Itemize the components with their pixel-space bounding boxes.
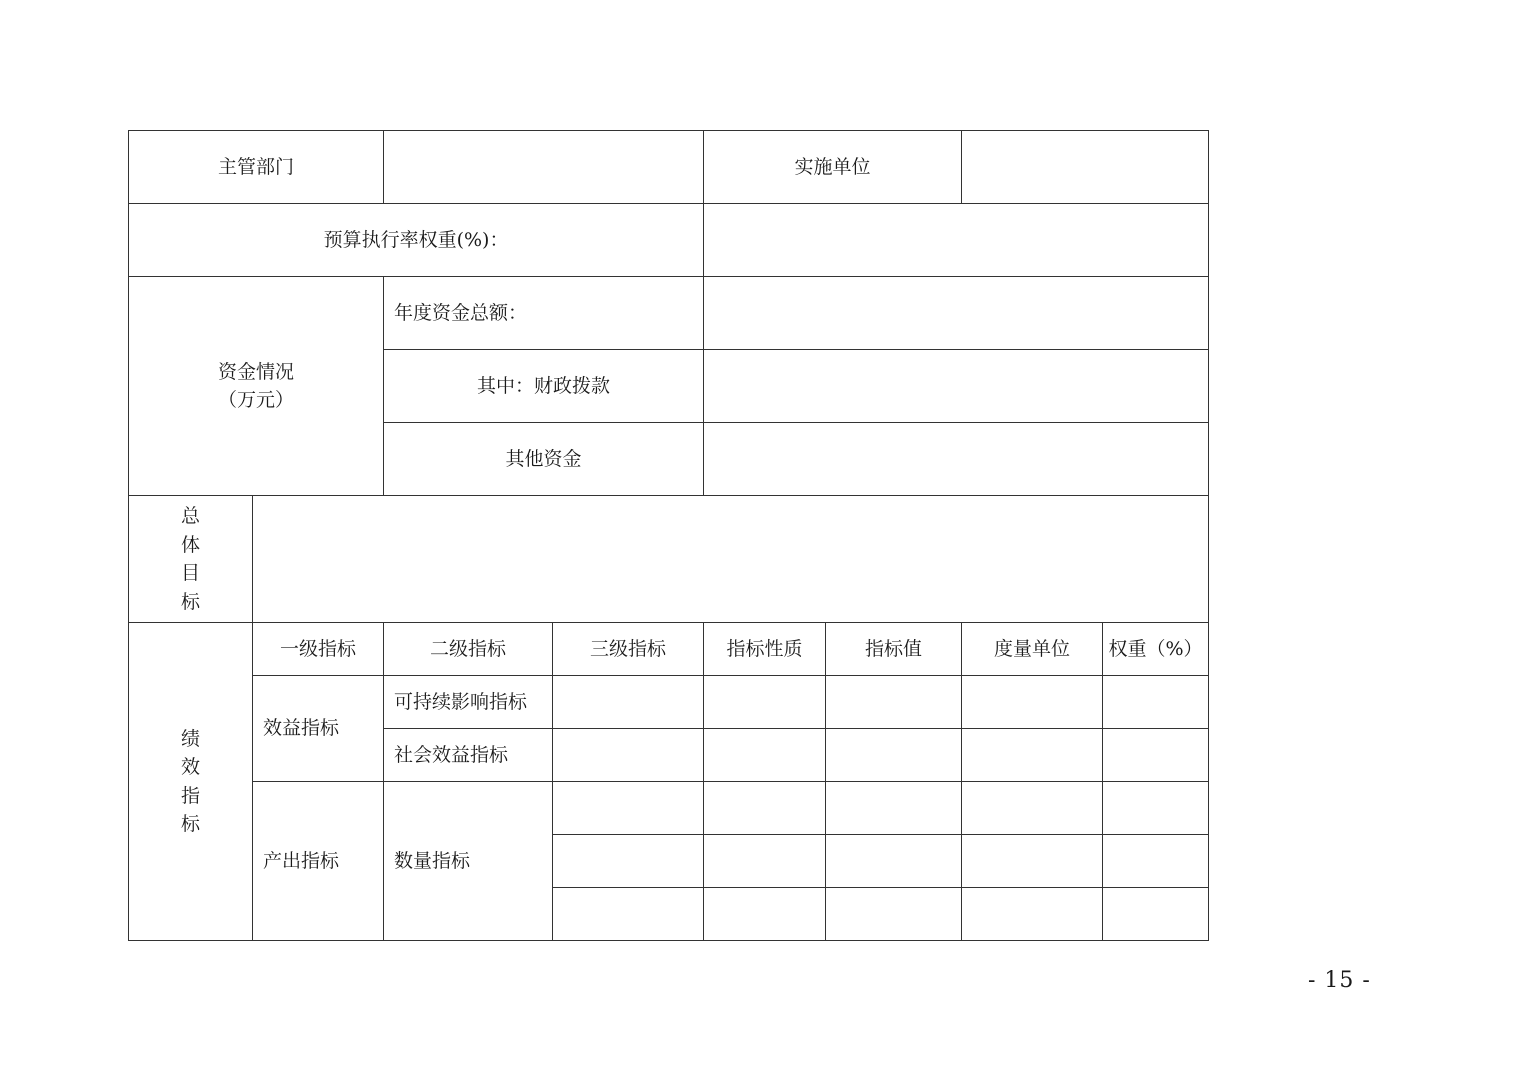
header-measure-unit: 度量单位 <box>962 623 1103 676</box>
fiscal-appropriation-label: 其中：财政拨款 <box>384 350 704 423</box>
header-indicator-nature: 指标性质 <box>704 623 826 676</box>
table-cell[interactable] <box>704 676 826 729</box>
header-level1-indicator: 一级指标 <box>253 623 384 676</box>
table-cell[interactable] <box>962 676 1103 729</box>
performance-goal-form <box>128 130 1209 941</box>
table-cell[interactable] <box>1103 676 1209 729</box>
budget-weight-label: 预算执行率权重(%)： <box>129 204 704 277</box>
header-level3-indicator: 三级指标 <box>553 623 704 676</box>
fiscal-appropriation-value[interactable] <box>704 350 1209 423</box>
supervising-dept-value[interactable] <box>384 131 704 204</box>
overall-goal-label <box>129 496 253 623</box>
performance-label-char: 指 <box>180 784 200 807</box>
table-cell[interactable] <box>962 835 1103 888</box>
performance-label-char: 绩 <box>180 727 200 750</box>
header-weight: 权重（%） <box>1103 623 1209 676</box>
sustainable-impact-indicator: 可持续影响指标 <box>384 676 553 729</box>
table-cell[interactable] <box>826 888 962 941</box>
performance-label-char: 标 <box>180 813 200 835</box>
funding-label <box>129 277 384 496</box>
table-cell[interactable] <box>553 676 704 729</box>
quantity-indicator-label: 数量指标 <box>384 782 553 941</box>
table-cell[interactable] <box>704 888 826 941</box>
table-cell[interactable] <box>704 782 826 835</box>
header-level2-indicator: 二级指标 <box>384 623 553 676</box>
implementing-unit-label: 实施单位 <box>704 131 962 204</box>
overall-goal-char: 体 <box>180 533 200 556</box>
annual-total-label: 年度资金总额： <box>384 277 704 350</box>
social-benefit-indicator: 社会效益指标 <box>384 729 553 782</box>
overall-goal-char: 总 <box>180 505 200 527</box>
table-cell[interactable] <box>826 782 962 835</box>
performance-label-char: 效 <box>180 756 200 778</box>
table-cell[interactable] <box>962 888 1103 941</box>
table-cell[interactable] <box>553 888 704 941</box>
overall-goal-value[interactable] <box>253 496 1209 623</box>
output-indicator-label: 产出指标 <box>253 782 384 941</box>
annual-total-value[interactable] <box>704 277 1209 350</box>
table-cell[interactable] <box>962 729 1103 782</box>
implementing-unit-value[interactable] <box>962 131 1209 204</box>
overall-goal-char: 标 <box>180 590 200 613</box>
table-cell[interactable] <box>704 729 826 782</box>
table-cell[interactable] <box>1103 835 1209 888</box>
table-cell[interactable] <box>1103 782 1209 835</box>
table-cell[interactable] <box>826 835 962 888</box>
table-cell[interactable] <box>962 782 1103 835</box>
table-cell[interactable] <box>704 835 826 888</box>
other-funds-value[interactable] <box>704 423 1209 496</box>
benefit-indicator-label: 效益指标 <box>253 676 384 782</box>
table-cell[interactable] <box>553 782 704 835</box>
budget-weight-value[interactable] <box>704 204 1209 277</box>
table-cell[interactable] <box>553 835 704 888</box>
overall-goal-char: 目 <box>180 562 200 584</box>
table-cell[interactable] <box>1103 888 1209 941</box>
funding-label-line1: 资金情况 <box>218 360 295 383</box>
supervising-dept-label: 主管部门 <box>129 131 384 204</box>
table-cell[interactable] <box>1103 729 1209 782</box>
page-number: - 15 - <box>1308 968 1371 993</box>
table-cell[interactable] <box>826 676 962 729</box>
table-cell[interactable] <box>553 729 704 782</box>
performance-indicator-label <box>129 623 253 941</box>
header-indicator-value: 指标值 <box>826 623 962 676</box>
table-cell[interactable] <box>826 729 962 782</box>
funding-label-line2: （万元） <box>218 389 295 411</box>
other-funds-label: 其他资金 <box>384 423 704 496</box>
